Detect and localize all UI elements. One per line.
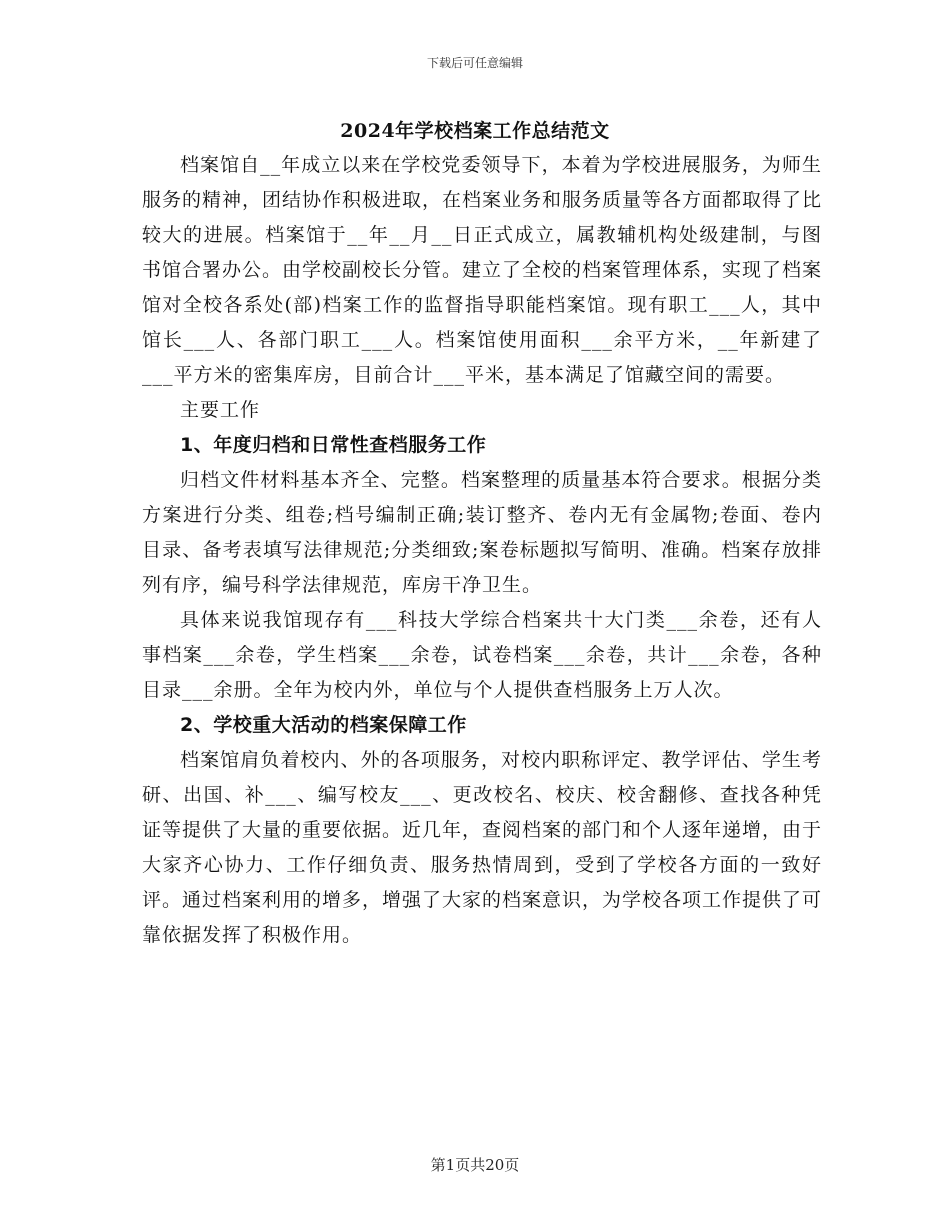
section-label-main-work: 主要工作 [180, 399, 261, 421]
header-note: 下载后可任意编辑 [426, 56, 523, 70]
paragraph-filing-quality: 归档文件材料基本齐全、完整。档案整理的质量基本符合要求。根据分类方案进行分类、组卷;档号编制正确;装订整齐、卷内无有金属物;卷面、卷内目录、备考表填写法律规范;分类细致;案卷标题拟写简明、准确。档案存放排列有序，编号科学法律规范，库房干净卫生。 [142, 469, 822, 596]
document-body [142, 148, 822, 953]
page-number-footer: 第1页共20页 [430, 1156, 520, 1174]
paragraph-holdings: 具体来说我馆现存有___科技大学综合档案共十大门类___余卷，还有人事档案___余卷，学生档案___余卷，试卷档案___余卷，共计___余卷，各种目录___余册。全年为校内外，单位与个人提供查档服务上万人次。 [142, 609, 822, 701]
section-heading-1: 1、年度归档和日常性查档服务工作 [180, 434, 487, 456]
paragraph-intro: 档案馆自__年成立以来在学校党委领导下，本着为学校进展服务，为师生服务的精神，团结协作积极进取，在档案业务和服务质量等各方面都取得了比较大的进展。档案馆于__年__月__日正式成立，属教辅机构处级建制，与图书馆合署办公。由学校副校长分管。建立了全校的档案管理体系，实现了档案馆对全校各系处(部)档案工作的监督指导职能档案馆。现有职工___人，其中馆长___人、各部门职工___人。档案馆使用面积___余平方米，__年新建了___平方米的密集库房，目前合计___平米，基本满足了馆藏空间的需要。 [142, 154, 823, 386]
section-heading-2: 2、学校重大活动的档案保障工作 [180, 714, 467, 736]
paragraph-services: 档案馆肩负着校内、外的各项服务，对校内职称评定、教学评估、学生考研、出国、补___、编写校友___、更改校名、校庆、校舍翻修、查找各种凭证等提供了大量的重要依据。近几年，查阅档案的部门和个人逐年递增，由于大家齐心协力、工作仔细负责、服务热情周到，受到了学校各方面的一致好评。通过档案利用的增多，增强了大家的档案意识，为学校各项工作提供了可靠依据发挥了积极作用。 [142, 749, 823, 946]
document-title: 2024年学校档案工作总结范文 [340, 120, 610, 142]
